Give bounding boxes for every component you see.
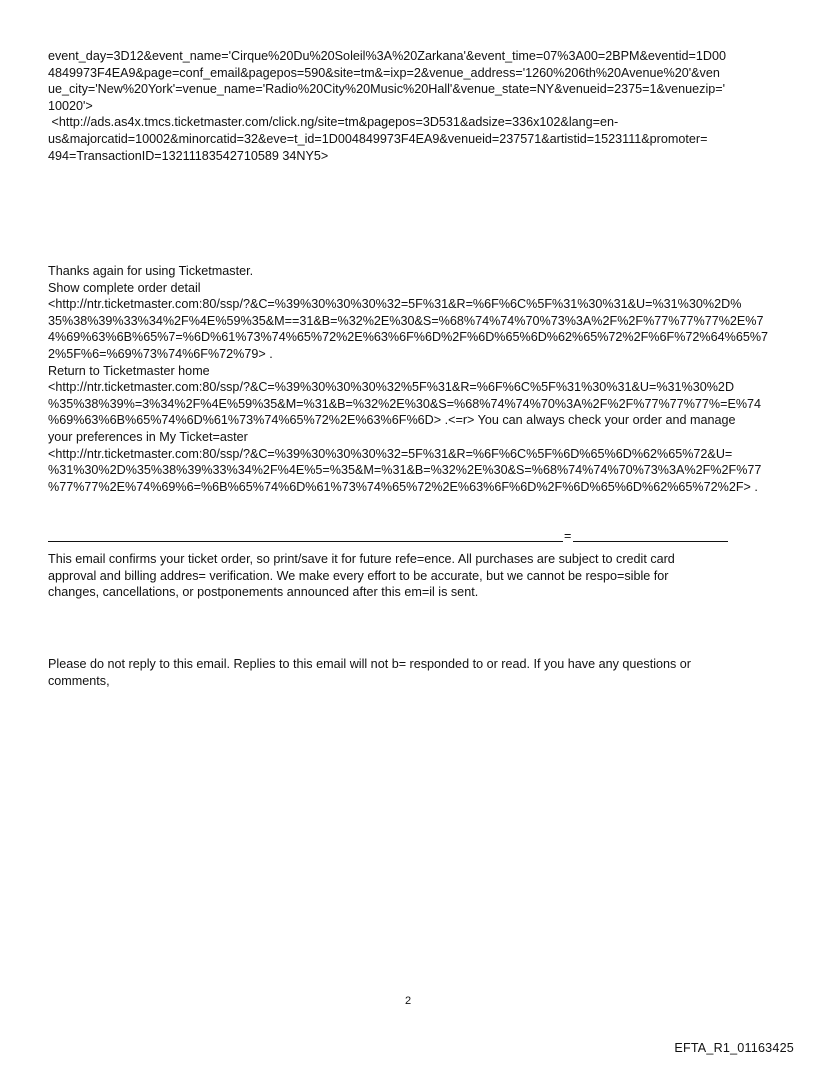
tracking-url-block [48,48,776,164]
home-link[interactable]: %69%63%6B%65%74%6D%61%73%74%65%72%2E%63%6F%6D> .<=r> You can always check your order and manage [48,413,736,428]
text-line: event_day=3D12&event_name='Cirque%20Du%20Soleil%3A%20Zarkana'&event_time=07%3A00=2BPM&eventid=1D00 [48,49,726,63]
text-line: ue_city='New%20York'=venue_name='Radio%20City%20Music%20Hall'&venue_state=NY&venueid=2375=1&venuezip=' [48,82,726,97]
my-ticketmaster-link[interactable]: %77%77%2E%74%69%6=%6B%65%74%6D%61%73%74%65%72%2E%63%6F%6D%2F%6D%65%6D%62%65%72%2F> . [48,479,758,494]
text-line: 4849973F4EA9&page=conf_email&pagepos=590&site=tm&=ixp=2&venue_address='1260%206th%20Avenue%20'&ven [48,65,720,80]
my-ticketmaster-link[interactable]: %31%30%2D%35%38%39%33%34%2F%4E%5=%35&M=%31&B=%32%2E%30&S=%68%74%74%70%73%3A%2F%2F%77 [48,463,762,478]
my-ticketmaster-text: your preferences in My Ticket=aster [48,429,248,444]
order-detail-link[interactable]: 4%69%63%6B%65%7=%6D%61%73%74%65%72%2E%63%6F%6D%2F%6D%65%6D%62%65%72%2F%6F%72%64%65%7 [48,330,769,345]
ad-link-line[interactable]: <http://ads.as4x.tmcs.ticketmaster.com/click.ng/site=tm&pagepos=3D531&adsize=336x102&lang=en- [48,115,619,130]
thanks-block [48,263,776,495]
thanks-text: Thanks again for using Ticketmaster. [48,264,254,278]
order-detail-link[interactable]: 2%5F%6=%69%73%74%6F%72%79> . [48,346,273,361]
my-ticketmaster-link[interactable]: <http://ntr.ticketmaster.com:80/ssp/?&C=%39%30%30%30%32=5F%31&R=%6F%6C%5F%6D%65%6D%62%65%72&U= [48,446,733,461]
disclaimer-block [48,551,776,601]
order-detail-link[interactable]: <http://ntr.ticketmaster.com:80/ssp/?&C=%39%30%30%30%32=5F%31&R=%6F%6C%5F%31%30%31&U=%31%30%2D% [48,297,742,312]
disclaimer-line: approval and billing addres= verification. We make every effort to be accurate, but we cannot be respo=sible for [48,568,669,583]
document-id-footer: EFTA_R1_01163425 [674,1041,794,1055]
home-link[interactable]: %35%38%39%=3%34%2F%4E%59%35&M=%31&B=%32%2E%30&S=%68%74%74%70%3A%2F%2F%77%77%77%=E%74 [48,396,762,411]
separator-glyph: = [564,529,572,543]
no-reply-line: comments, [48,673,110,688]
ad-link-line[interactable]: 494=TransactionID=13211183542710589 34NY5> [48,148,329,163]
home-link[interactable]: <http://ntr.ticketmaster.com:80/ssp/?&C=%39%30%30%30%32%5F%31&R=%6F%6C%5F%31%30%31&U=%31%30%2D [48,380,735,395]
order-detail-label: Show complete order detail [48,280,201,295]
disclaimer-line: This email confirms your ticket order, so print/save it for future refe=ence. All purchases are subject to credit card [48,552,675,566]
page-number: 2 [404,995,412,1007]
text-line: 10020'> [48,98,93,113]
home-label: Return to Ticketmaster home [48,363,210,378]
rule-line-right [573,541,728,542]
no-reply-block [48,656,776,689]
no-reply-line: Please do not reply to this email. Replies to this email will not b= responded to or read. If you have any questions or [48,657,691,671]
ad-link-line[interactable]: us&majorcatid=10002&minorcatid=32&eve=t_id=1D004849973F4EA9&venueid=237571&artistid=1523111&promoter= [48,131,708,146]
disclaimer-line: changes, cancellations, or postponements announced after this em=il is sent. [48,585,479,600]
separator-rule [48,528,728,544]
rule-line-left [48,541,563,542]
order-detail-link[interactable]: 35%38%39%33%34%2F%4E%59%35&M==31&B=%32%2E%30&S=%68%74%74%70%73%3A%2F%2F%77%77%77%2E%7 [48,313,764,328]
